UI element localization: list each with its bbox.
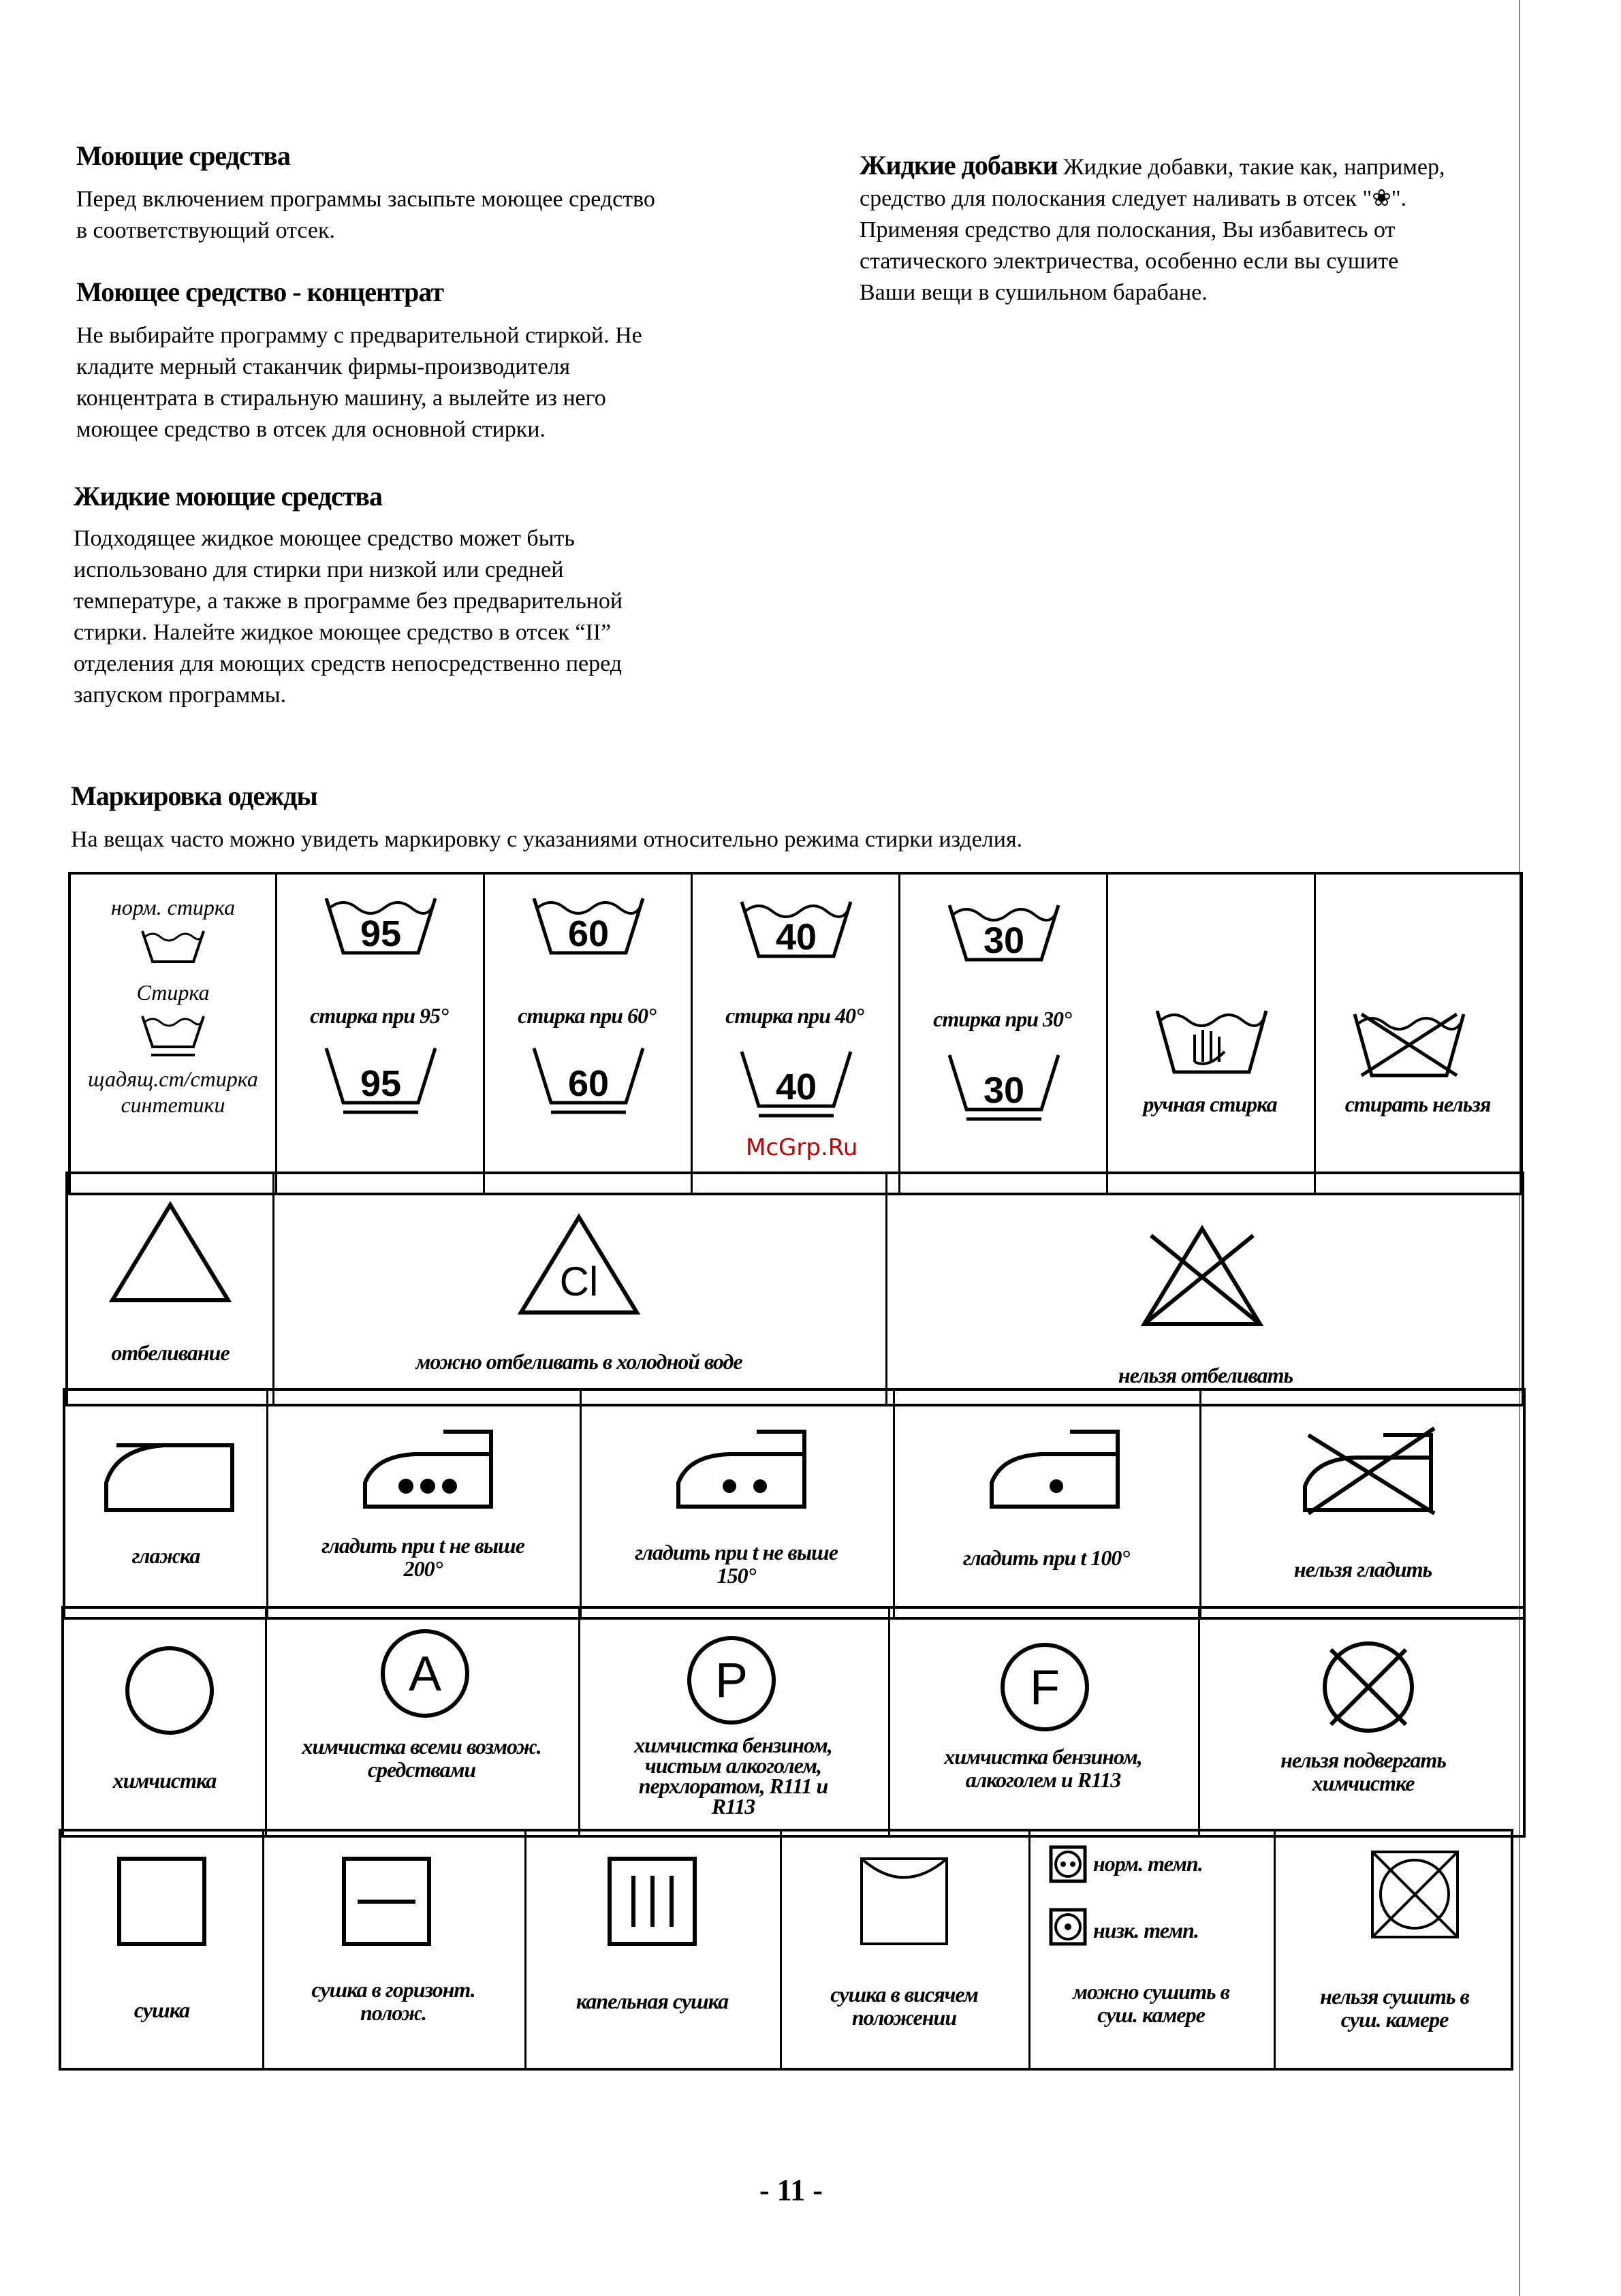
label-line: химчистке [1312,1771,1415,1795]
gentle-wash-60-icon [531,1041,646,1123]
temp-95-text: 95 [360,913,402,954]
tumble-low-temp-icon [1049,1908,1090,1949]
chlorine-bleach-icon [518,1214,640,1316]
wash-label: Стирка [136,980,210,1005]
label-line: полож. [360,2000,427,2025]
dry-square-icon [116,1855,211,1951]
label-line: R113 [711,1794,755,1819]
text-line: использовано для стирки при низкой или средней [74,557,564,582]
section-body-liquid [74,523,623,711]
label-line: 200° [403,1556,443,1581]
gentle-wash-label: щадящ.ст/стирка [88,1067,258,1091]
label-line: перхлоратом, R111 и [638,1774,828,1798]
no-dry-clean-icon [1317,1636,1419,1738]
text-line: отделения для моющих средств непосредственно перед [74,651,623,676]
wash-60-icon [531,892,646,960]
no-wash-label: стирать нельзя [1344,1092,1491,1116]
wash-30-icon [946,898,1062,966]
tumble-dry-label [1028,1980,1274,2026]
dry-flat-icon [341,1855,436,1951]
temp-60-text: 60 [567,1063,610,1104]
text-line: стирки. Налейте жидкое моющее средство в отсек “II” [74,620,612,645]
chlorine-text: Cl [559,1259,599,1304]
dry-clean-f-label [888,1745,1198,1791]
bleach-label: отбеливание [111,1340,230,1365]
dry-clean-a-icon [377,1626,473,1721]
text-line: Подходящее жидкое моющее средство может быть [74,526,575,551]
wash-40-label: стирка при 40° [725,1003,864,1028]
drying-symbols-row [59,1829,1513,2071]
iron-100-icon [988,1428,1124,1510]
tumble-normal-temp-icon [1049,1845,1090,1886]
label-line: нельзя подвергать [1280,1748,1446,1772]
dry-clean-circle-icon [122,1643,217,1738]
temp-30-text: 30 [983,920,1025,961]
hand-wash-label: ручная стирка [1143,1092,1277,1116]
low-temp-label: низк. темп. [1093,1918,1199,1943]
letter-f: F [1030,1661,1060,1715]
dry-label: сушка [133,1998,190,2022]
dry-clean-f-icon [997,1639,1092,1735]
temp-30-text: 30 [983,1070,1025,1111]
text-line: температуре, а также в программе без предварительной [74,588,623,614]
temp-60-text: 60 [567,913,610,954]
text-line: Жидкие добавки, такие как, например, [1063,155,1445,180]
no-iron-label: нельзя гладить [1293,1557,1432,1582]
section-title-concentrate: Моющее средство - концентрат [76,277,443,307]
iron-200-label [266,1534,580,1580]
label-line: химчистка бензином, [944,1744,1142,1769]
letter-a: A [408,1647,442,1701]
watermark: McGrp.Ru [746,1134,858,1161]
drip-dry-icon [606,1855,702,1951]
gentle-wash-95-icon [323,1041,439,1123]
iron-200-icon [362,1428,498,1510]
hand-wash-icon [1154,1004,1270,1079]
text-line: концентрата в стиральную машину, а вылейте из него [76,386,606,411]
dry-clean-symbols-row [61,1606,1526,1838]
iron-150-label [580,1541,893,1587]
marking-intro: На вещах часто можно увидеть маркировку с указаниями относительно режима стирки изделия. [71,827,1023,852]
section-title-marking: Маркировка одежды [71,781,317,811]
cold-bleach-label: можно отбеливать в холодной воде [415,1349,742,1374]
section-title-additives: Жидкие добавки [860,150,1058,180]
gentle-wash-label-2: синтетики [121,1092,225,1117]
no-tumble-dry-icon [1369,1849,1464,1944]
dry-clean-a-label [265,1735,578,1781]
section-title-liquid: Жидкие моющие средства [74,481,382,512]
dry-clean-label: химчистка [112,1768,217,1793]
label-line: сушка в висячем [830,1982,978,2007]
text-line: моющее средство в отсек для основной стирки. [76,417,546,442]
label-line: средствами [367,1757,476,1782]
wash-95-icon [323,892,439,960]
bleach-symbols-row [65,1171,1524,1406]
no-bleach-icon [1131,1222,1274,1331]
wash-30-label: стирка при 30° [933,1007,1071,1031]
dry-flat-label [262,1978,524,2024]
no-tumble-dry-label [1274,1985,1515,2031]
bleach-triangle-icon [109,1201,232,1304]
section-liquid-additives [860,150,1575,309]
hang-dry-label [780,1983,1028,2029]
label-line: гладить при t не выше [635,1540,838,1564]
page-number: - 11 - [759,2173,823,2207]
label-line: чистым алкоголем, [645,1753,821,1778]
section-title-detergents: Моющие средства [76,140,290,171]
temp-40-text: 40 [775,1067,817,1107]
hang-dry-icon [858,1855,954,1951]
temp-95-text: 95 [360,1063,402,1104]
text-line: Не выбирайте программу с предварительной стиркой. Не [76,323,642,348]
gentle-wash-tub-icon [139,1013,207,1060]
text-line: Ваши вещи в сушильном барабане. [860,280,1208,305]
label-line: химчистка всеми возмож. [302,1734,541,1759]
norm-wash-label: норм. стирка [110,895,236,919]
iron-symbols-row [63,1388,1526,1620]
gentle-wash-40-icon [738,1045,854,1127]
label-line: сушка в горизонт. [311,1977,475,2002]
label-line: гладить при t не выше [321,1533,524,1558]
wash-60-label: стирка при 60° [518,1003,656,1028]
label-line: суш. камере [1340,2007,1449,2032]
no-iron-icon [1302,1425,1438,1520]
text-line: в соответствующий отсек. [76,218,336,243]
iron-label: глажка [131,1543,200,1568]
iron-icon [103,1432,239,1513]
letter-p: P [714,1654,749,1708]
wash-95-label: стирка при 95° [310,1003,448,1028]
iron-100-label: гладить при t 100° [962,1545,1130,1570]
iron-150-icon [675,1428,811,1510]
text-line: кладите мерный стаканчик фирмы-производителя [76,354,571,379]
wash-40-icon [738,895,854,963]
dry-clean-p-label [578,1735,888,1817]
label-line: положении [851,2005,957,2030]
label-line: нельзя сушить в [1320,1984,1469,2009]
text-line: Применяя средство для полоскания, Вы избавитесь от [860,217,1396,242]
temp-40-text: 40 [775,917,817,958]
no-dry-clean-label [1198,1748,1528,1795]
section-body-detergents [76,184,655,247]
label-line: можно сушить в [1073,1979,1229,2004]
label-line: суш. камере [1097,2002,1205,2027]
drip-dry-label: капельная сушка [576,1989,729,2013]
normal-temp-label: норм. темп. [1093,1851,1203,1876]
wash-tub-icon [139,928,207,969]
section-body-concentrate [76,320,642,445]
label-line: 150° [717,1563,756,1588]
dry-clean-p-icon [684,1633,779,1728]
no-wash-icon [1351,1007,1467,1082]
text-line: статического электричества, особенно если вы сушите [860,249,1399,274]
label-line: химчистка бензином, [634,1733,832,1757]
text-line: Перед включением программы засыпьте моющее средство [76,187,655,212]
no-bleach-label: нельзя отбеливать [1118,1363,1293,1387]
text-line: запуском программы. [74,682,287,708]
gentle-wash-30-icon [946,1048,1062,1130]
label-line: алкоголем и R113 [965,1767,1121,1792]
text-line: средство для полоскания следует наливать в отсек "❀". [860,186,1407,211]
